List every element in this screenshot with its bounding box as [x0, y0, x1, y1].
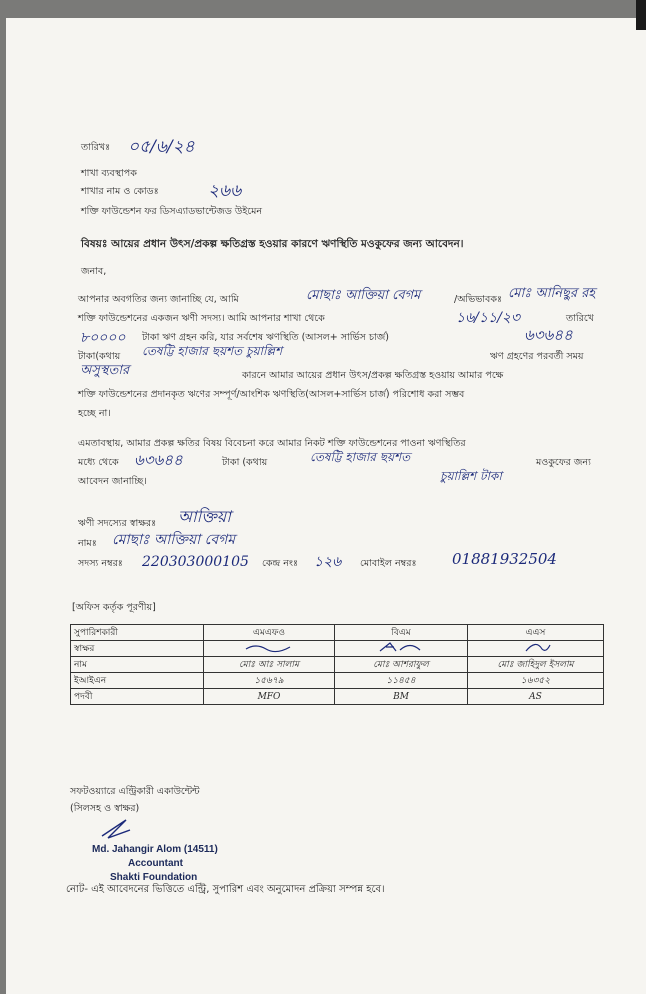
table-cell: ১১৪৫৪: [335, 673, 468, 689]
loan-amount-handwritten: ৮০০০০: [80, 330, 126, 346]
table-cell: ১৬৩৫২: [468, 673, 604, 689]
para1-line1: আপনার অবগতির জন্য জানাচ্ছি যে, আমি: [78, 294, 239, 305]
para1-line7: হচ্ছে না।: [78, 408, 111, 419]
para1-line3: টাকা ঋণ গ্রহন করি, যার সর্বশেষ ঋণস্থিতি (আসল+ সার্ভিস চার্জ): [142, 332, 389, 343]
footer-note: নোট- এই আবেদনের ভিত্তিতে এন্ট্রি, সুপারিশ এবং অনুমোদন প্রক্রিয়া সম্পন্ন হবে।: [66, 884, 385, 895]
organization-name: শক্তি ফাউন্ডেশন ফর ডিসএ্যাডভান্টেজড উইমেন: [81, 206, 263, 217]
center-value-handwritten: ১২৬: [314, 554, 342, 570]
para1-line2: শক্তি ফাউন্ডেশনের একজন ঋণী সদস্য। আমি আপনার শাখা থেকে: [78, 313, 325, 324]
table-header: এএস: [468, 625, 604, 641]
center-label: কেন্দ্র নংঃ: [262, 558, 299, 569]
stamp-title: Accountant: [128, 858, 183, 869]
signature-scribble-icon: [376, 641, 426, 653]
mobile-value-handwritten: 01881932504: [452, 550, 557, 568]
para1-line6: শক্তি ফাউন্ডেশনের প্রদানকৃত ঋণের সম্পূর্ণ/আংশিক ঋণস্থিতি(আসল+সার্ভিস চার্জ) পরিশোধ করা সম্ভব: [78, 389, 465, 400]
guardian-name-handwritten: মোঃ আনিছুর রহ: [508, 286, 596, 301]
para1-date-suffix: তারিখে: [566, 313, 594, 324]
loan-date-handwritten: ১৬/১১/২৩: [456, 310, 520, 326]
date-value: ০৫/৬/২৪: [128, 137, 195, 157]
guardian-label: /অভিভাবকঃ: [454, 294, 503, 305]
table-row: [71, 673, 604, 689]
waiver-words-handwritten: তেষট্টি হাজার ছয়শত: [310, 450, 411, 464]
table-cell: ১৫৬৭৯: [204, 673, 335, 689]
member-signature-label: ঋণী সদস্যের স্বাক্ষরঃ: [78, 518, 157, 529]
accountant-seal-label: (সিলসহ ও স্বাক্ষর): [70, 803, 140, 814]
table-row: [71, 689, 604, 705]
office-use-label: [অফিস কর্তৃক পূরণীয়]: [72, 602, 156, 613]
waiver-words-handwritten-2: চুয়াল্লিশ টাকা: [440, 469, 502, 483]
table-cell: মোঃ আঃ সালাম: [204, 657, 335, 673]
para1-words-label: টাকা(কথায়: [78, 351, 121, 362]
para2-words-label: টাকা (কথায়: [222, 457, 268, 468]
reason-handwritten: অসুস্থতার: [80, 363, 130, 378]
branch-label: শাখার নাম ও কোডঃ: [81, 186, 159, 197]
salutation: জনাব,: [81, 266, 107, 277]
waiver-value-handwritten: ৬৩৬৪৪: [134, 451, 183, 469]
manager-label: শাখা ব্যবস্থাপক: [81, 168, 137, 179]
table-header-row: [71, 625, 604, 641]
row-label: ইআইএন: [71, 673, 204, 689]
para2-prefix: মধ্যে থেকে: [78, 457, 119, 468]
member-signature-handwritten: আক্তিয়া: [178, 507, 231, 526]
stamp-organization: Shakti Foundation: [110, 872, 198, 883]
accountant-label: সফটওয়্যারে এন্ট্রিকারী একাউন্টেন্ট: [70, 786, 200, 797]
para1-line4: ঋণ গ্রহণের পরবর্তী সময়: [490, 351, 584, 362]
table-cell: মোঃ আশরাফুল: [335, 657, 468, 673]
member-name-label: নামঃ: [78, 538, 97, 549]
date-label: তারিখঃ: [81, 142, 111, 153]
table-row: [71, 641, 604, 657]
signature-scribble-icon: [244, 641, 294, 653]
branch-code: ২৬৬: [208, 181, 242, 201]
member-number-label: সদস্য নম্বরঃ: [78, 558, 123, 569]
signature-as: [468, 641, 604, 657]
row-label: পদবী: [71, 689, 204, 705]
mobile-label: মোবাইল নম্বরঃ: [360, 558, 417, 569]
binder-clip: [636, 0, 646, 30]
member-number-handwritten: 220303000105: [142, 554, 249, 570]
table-cell: BM: [335, 689, 468, 705]
table-header: এমএফও: [204, 625, 335, 641]
signature-bm: [335, 641, 468, 657]
subject-line: বিষয়ঃ আয়ের প্রধান উৎস/প্রকল্প ক্ষতিগ্রস্ত হওয়ার কারণে ঋণস্থিতি মওকুফের জন্য আবেদন।: [81, 238, 464, 250]
table-header: সুপারিশকারী: [71, 625, 204, 641]
table-cell: মোঃ জাহিদুল ইসলাম: [468, 657, 604, 673]
stamp-name: Md. Jahangir Alom (14511): [92, 844, 218, 855]
signature-scribble-icon: [516, 641, 556, 653]
signature-mfo: [204, 641, 335, 657]
para1-line5: কারনে আমার আয়ের প্রধান উৎস/প্রকল্প ক্ষতিগ্রস্ত হওয়ায় আমার পক্ষে: [242, 370, 504, 381]
row-label: নাম: [71, 657, 204, 673]
outstanding-words-handwritten: তেষট্টি হাজার ছয়শত চুয়াল্লিশ: [142, 344, 283, 358]
applicant-name-handwritten: মোছাঃ আক্তিয়া বেগম: [306, 288, 421, 303]
outstanding-value-handwritten: ৬৩৬৪৪: [524, 326, 573, 344]
row-label: স্বাক্ষর: [71, 641, 204, 657]
para2-suffix: মওকুফের জন্য: [536, 457, 591, 468]
table-cell: MFO: [204, 689, 335, 705]
member-name-handwritten: মোছাঃ আক্তিয়া বেগম: [112, 532, 236, 548]
table-header: বিএম: [335, 625, 468, 641]
para2-line3: আবেদন জানাচ্ছি।: [78, 476, 147, 487]
table-row: [71, 657, 604, 673]
accountant-signature-icon: [96, 816, 136, 842]
recommendation-table: [70, 624, 604, 705]
table-cell: AS: [468, 689, 604, 705]
para2-line1: এমতাবস্থায়, আমার প্রকল্প ক্ষতির বিষয় বিবেচনা করে আমার নিকট শক্তি ফাউন্ডেশনের পাওনা ঋণস্থিতির: [78, 438, 466, 449]
